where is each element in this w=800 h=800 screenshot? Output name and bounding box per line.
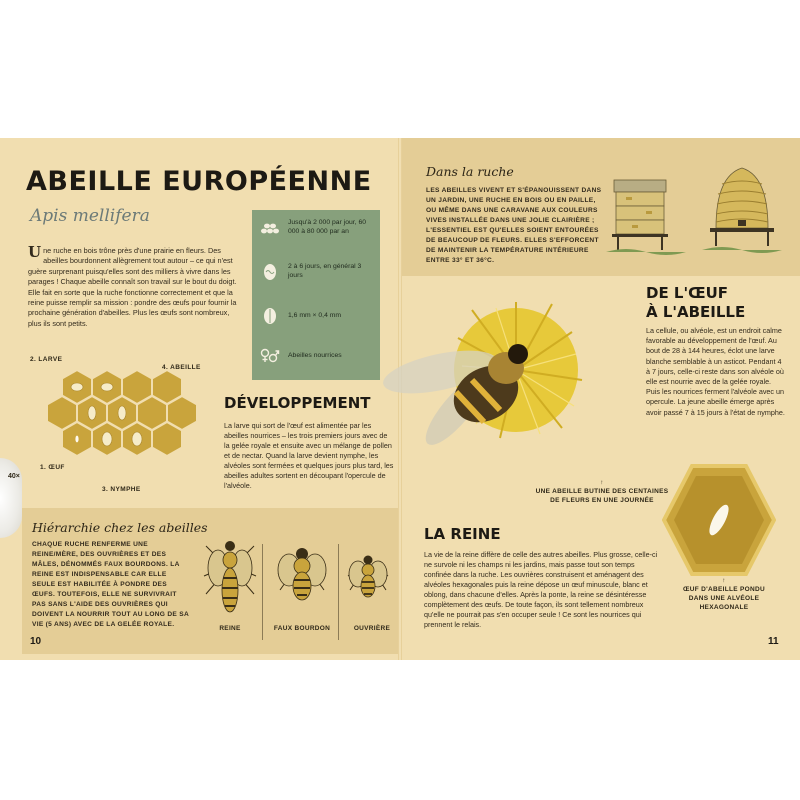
facts-box <box>252 210 380 380</box>
fact-eggs-per-day <box>260 218 376 238</box>
latin-name: Apis mellifera <box>30 206 150 226</box>
forager-caption <box>532 478 672 505</box>
fact-text: Jusqu'à 2 000 par jour, 60 000 à 80 000 par an <box>288 219 367 235</box>
book-spread <box>0 138 800 660</box>
comb-label-larva: 2. LARVE <box>30 356 63 363</box>
page-title: ABEILLE EUROPÉENNE <box>26 166 372 197</box>
fact-text: 2 à 6 jours, en général 3 jours <box>288 263 362 279</box>
drone-bee-icon <box>270 536 334 620</box>
egg-heading-line2: À L'ABEILLE <box>646 303 746 321</box>
fact-text: Abeilles nourrices <box>288 351 342 359</box>
development-text: La larve qui sort de l'œuf est alimentée par les abeilles nourrices – les trois premiers jours avec de la gelée royale et ensuite avec un mélange de pollen et de nectar. Quand la larve devient nymphe, les alvéoles sont fermées et quelques jours plus tard, les abeilles adultes sortent en découpant l'opercule de l'alvéole. <box>224 421 394 490</box>
egg-size-icon <box>260 306 280 326</box>
caste-divider <box>338 544 339 640</box>
queen-bee <box>198 536 262 632</box>
arrow-up-icon: ↑ <box>722 577 726 584</box>
hive-heading: Dans la ruche <box>426 164 514 179</box>
caste-label-worker: OUVRIÈRE <box>353 625 391 632</box>
egg-timeline-icon <box>260 262 280 282</box>
magnification-label: 40× <box>8 473 20 480</box>
arrow-up-icon: ↑ <box>600 479 604 486</box>
queen-bee-icon <box>198 536 262 620</box>
fact-incubation <box>260 262 376 282</box>
caste-label-drone: FAUX BOURDON <box>273 625 331 632</box>
drop-cap: U <box>28 243 42 261</box>
intro-text: ne ruche en bois trône près d'une prairie en fleurs. Des abeilles bourdonnent allègrement tout autour – ce qui n'est guère surprenant puisqu'elles sont des milliers à vivre dans les parages ! Chaque abeille connaît son travail sur le bout du doigt. Elle fait en sorte que la ruche fonctionne correctement et que la reine puisse remplir sa mission : pondre des œufs pour fournir la prochaine génération d'abeilles. Plus les œufs sont nombreux, plus ils sont petits. <box>28 246 237 328</box>
fact-caretakers <box>260 346 376 366</box>
egg-caption-text: ŒUF D'ABEILLE PONDU DANS UNE ALVÉOLE HEXAGONALE <box>683 586 765 611</box>
egg-heading <box>646 284 745 322</box>
worker-bee-icon <box>340 536 396 620</box>
forager-caption-text: UNE ABEILLE BUTINE DES CENTAINES DE FLEURS EN UNE JOURNÉE <box>535 488 669 504</box>
fact-size <box>260 306 376 326</box>
hive-text: LES ABEILLES VIVENT ET S'ÉPANOUISSENT DANS UN JARDIN, UNE RUCHE EN BOIS OU EN PAILLE, OU MÊME DANS UNE CARAVANE AUX COULEURS VIVES INSTALLÉE DANS UNE JOLIE CLAIRIÈRE ; L'ESSENTIEL EST QU'ELLES SOIENT ENTOURÉES DE BEAUCOUP DE FLEURS. ELLES S'EFFORCENT DE MAINTENIR LA TEMPÉRATURE INTÉRIEURE ENTRE 33° ET 36°C. <box>426 187 602 264</box>
page-number-right: 11 <box>768 636 779 647</box>
hexagonal-cell-illustration <box>662 464 776 576</box>
development-heading: DÉVELOPPEMENT <box>224 394 371 412</box>
egg-caption <box>678 576 770 612</box>
skep-hive-icon <box>702 162 782 256</box>
drone-bee <box>270 536 334 632</box>
comb-label-pupa: 3. NYMPHE <box>102 486 141 493</box>
page-number-left: 10 <box>30 636 42 647</box>
fact-text: 1,6 mm × 0,4 mm <box>288 311 342 319</box>
hive-panel <box>402 138 800 276</box>
hierarchy-heading: Hiérarchie chez les abeilles <box>32 520 208 535</box>
comb-label-bee: 4. ABEILLE <box>162 364 201 371</box>
hierarchy-panel <box>22 508 398 654</box>
dandelion-flower-illustration <box>376 288 586 488</box>
caste-divider <box>262 544 263 640</box>
queen-heading: LA REINE <box>424 525 501 543</box>
box-hive-icon <box>606 166 686 256</box>
caste-label-queen: REINE <box>219 625 241 632</box>
egg-heading-line1: DE L'ŒUF <box>646 284 729 302</box>
page-curl <box>0 458 22 538</box>
queen-text: La vie de la reine diffère de celle des autres abeilles. Plus grosse, celle-ci ne survole ni les champs ni les jardins, mais passe tout son temps confinée dans la ruche. Les ouvrières construisent et aménagent des alvéoles hexagonales puis la reine dépose un œuf minuscule, blanc et oblong, dans chacune d'elles. Après la ponte, la reine se désintéresse complètement des œufs. De toute façon, ils sont tellement nombreux qu'elle ne pourrait pas s'en occuper seule ! Ce sont les nourrices qui prennent le relais. <box>424 550 658 629</box>
comb-label-egg: 1. ŒUF <box>40 464 65 471</box>
eggs-cluster-icon <box>260 218 280 238</box>
egg-text: La cellule, ou alvéole, est un endroit calme favorable au développement de l'œuf. Au bout de 28 à 144 heures, éclot une larve blanche semblable à un asticot. Pendant 4 à 7 jours, celle-ci reste dans son alvéole où elle est nourrie avec de la gelée royale. Puis les nourrices ferment l'alvéole avec un opercule. La jeune abeille émerge après avoir passé 7 à 15 jours à l'état de nymphe. <box>646 326 785 417</box>
gender-symbols-icon <box>260 346 280 366</box>
worker-bee <box>340 536 404 632</box>
honeycomb-illustration <box>30 356 230 493</box>
intro-paragraph <box>28 243 240 329</box>
hierarchy-text: CHAQUE RUCHE RENFERME UNE REINE/MÈRE, DES OUVRIÈRES ET DES MÂLES, DÉNOMMÉS FAUX BOURDONS. LA REINE EST INDISPENSABLE CAR ELLE SEULE EST HABILITÉE À PONDRE DES ŒUFS. TOUTEFOIS, ELLE NE SURVIVRAIT PAS SANS L'AIDE DES OUVRIÈRES QUI DOIVENT LA NOURRIR TOUT AU LONG DE SA VIE (5 ANS) AVEC DE LA GELÉE ROYALE. <box>32 541 189 628</box>
